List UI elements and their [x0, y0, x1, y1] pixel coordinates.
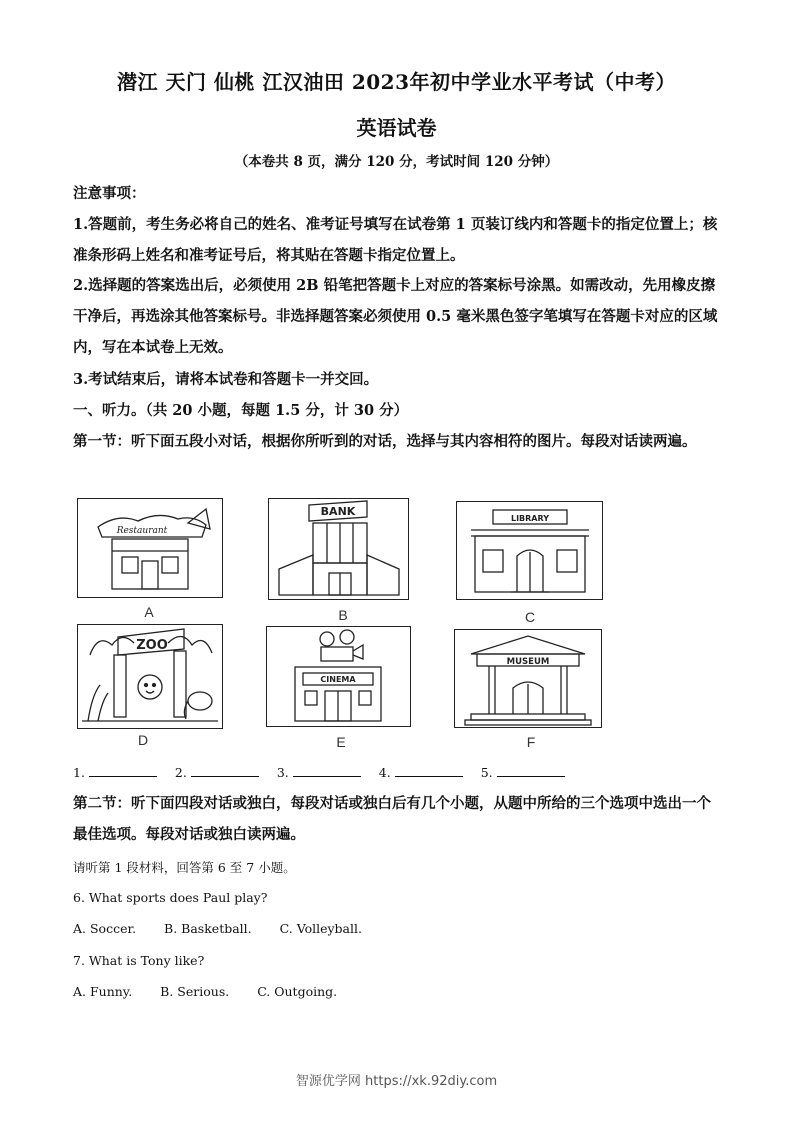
picture-e-label: E	[336, 734, 346, 750]
exam-subtitle: 英语试卷	[356, 116, 437, 140]
museum-icon	[455, 630, 601, 727]
notes-item-1: 1.答题前，考生务必将自己的姓名、准考证号填写在试卷第 1 页装订线内和答题卡的指定位置上；核准条形码上姓名和准考证号后，将其贴在答题卡指定位置上。	[73, 216, 718, 264]
picture-a	[77, 498, 223, 598]
blank-4[interactable]: 4.	[379, 765, 463, 780]
picture-d-label: D	[137, 732, 149, 748]
section2-instructions: 第二节：听下面四段对话或独白，每段对话或独白后有几个小题，从题中所给的三个选项中选出一个最佳选项。每段对话或独白读两遍。	[73, 795, 711, 843]
picture-c-label: C	[524, 609, 536, 625]
material-instruction: 请听第 1 段材料，回答第 6 至 7 小题。	[73, 860, 296, 875]
q6-option-c[interactable]: C. Volleyball.	[279, 921, 362, 936]
restaurant-icon	[78, 499, 222, 597]
exam-meta: （本卷共 8 页，满分 120 分，考试时间 120 分钟）	[234, 154, 559, 170]
picture-a-label: A	[144, 604, 154, 620]
question-7: 7. What is Tony like?	[73, 953, 205, 968]
question-6-options	[73, 921, 725, 936]
library-icon	[457, 502, 602, 599]
question-6: 6. What sports does Paul play?	[73, 890, 268, 905]
picture-f-label: F	[526, 734, 536, 750]
notes-item-3: 3.考试结束后，请将本试卷和答题卡一并交回。	[73, 371, 379, 388]
picture-c	[456, 501, 603, 600]
notes-item-2: 2.选择题的答案选出后，必须使用 2B 铅笔把答题卡上对应的答案标号涂黑。如需改动，先用橡皮擦干净后，再选涂其他答案标号。非选择题答案必须使用 0.5 毫米黑色签字笔填写在答题卡对应的区域内，写在本试卷上无效。	[73, 277, 718, 356]
picture-b	[268, 498, 409, 600]
q7-option-a[interactable]: A. Funny.	[73, 984, 133, 999]
blank-2[interactable]: 2.	[175, 765, 259, 780]
footer-watermark: 智源优学网 https://xk.92diy.com	[295, 1074, 498, 1089]
question-7-options	[73, 984, 725, 999]
listening-heading: 一、听力。（共 20 小题，每题 1.5 分，计 30 分）	[73, 402, 409, 419]
svg-text:CINEMA: CINEMA	[320, 675, 356, 684]
picture-f	[454, 629, 602, 728]
bank-icon	[269, 499, 408, 599]
picture-b-label: B	[338, 607, 348, 623]
svg-text:BANK: BANK	[320, 505, 356, 518]
svg-text:ZOO: ZOO	[136, 638, 168, 653]
exam-title: 潜江 天门 仙桃 江汉油田 2023年初中学业水平考试（中考）	[116, 70, 676, 94]
answer-blanks	[73, 765, 579, 780]
notes-heading: 注意事项：	[73, 185, 146, 202]
svg-text:Restaurant: Restaurant	[116, 526, 168, 536]
zoo-icon	[78, 625, 222, 728]
q7-option-b[interactable]: B. Serious.	[160, 984, 230, 999]
blank-1[interactable]: 1.	[73, 765, 157, 780]
blank-5[interactable]: 5.	[481, 765, 565, 780]
picture-e	[266, 626, 411, 727]
picture-d	[77, 624, 223, 729]
svg-text:LIBRARY: LIBRARY	[510, 514, 550, 523]
cinema-icon	[267, 627, 410, 726]
q6-option-a[interactable]: A. Soccer.	[73, 921, 137, 936]
q7-option-c[interactable]: C. Outgoing.	[257, 984, 338, 999]
svg-text:MUSEUM: MUSEUM	[506, 657, 550, 667]
section1-instructions: 第一节：听下面五段小对话，根据你所听到的对话，选择与其内容相符的图片。每段对话读两遍。	[73, 433, 697, 450]
blank-3[interactable]: 3.	[277, 765, 361, 780]
q6-option-b[interactable]: B. Basketball.	[164, 921, 252, 936]
